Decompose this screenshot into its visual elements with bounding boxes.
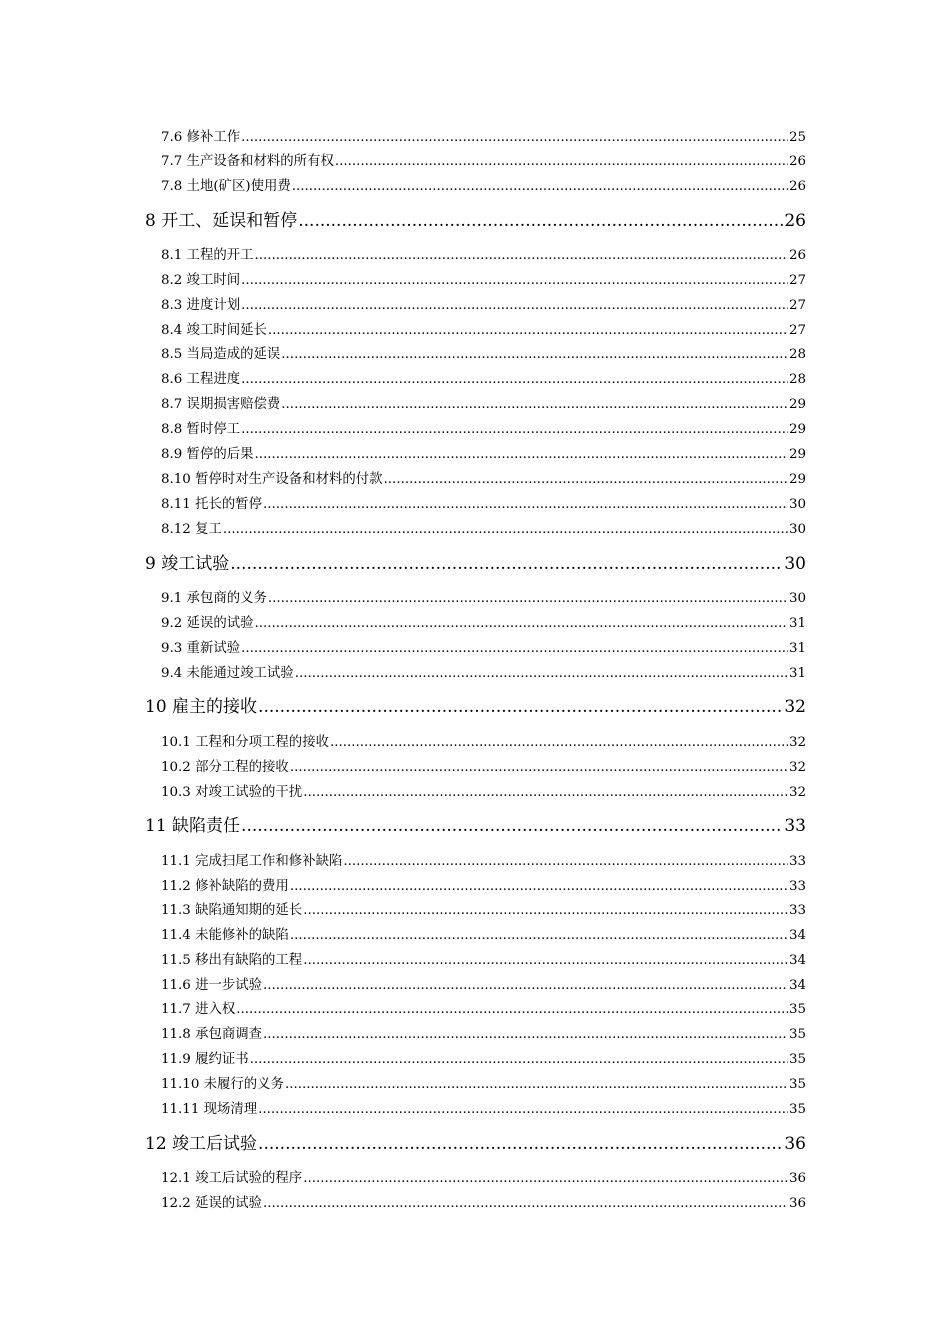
toc-page-number: 35 [788,1102,806,1117]
toc-dot-leader [236,1003,788,1016]
toc-section-entry[interactable] [161,736,806,749]
toc-page-number: 29 [788,422,806,437]
toc-page-number: 31 [788,666,806,681]
toc-entry-title: 11.6 进一步试验 [161,978,263,993]
toc-dot-leader [263,1197,788,1210]
toc-page-number: 26 [788,154,806,169]
toc-dot-leader [255,249,788,262]
toc-section-entry[interactable] [161,1078,806,1091]
toc-chapter-entry[interactable] [145,1136,806,1153]
toc-chapter-entry[interactable] [145,213,806,230]
toc-entry-title: 11.8 承包商调查 [161,1027,263,1042]
toc-page-number: 28 [788,347,806,362]
toc-dot-leader [223,523,788,536]
toc-page-number: 33 [788,903,806,918]
toc-page-number: 34 [788,928,806,943]
toc-section-entry[interactable] [161,979,806,992]
toc-page-number: 31 [788,616,806,631]
toc-dot-leader [255,617,788,630]
toc-dot-leader [268,324,788,337]
toc-section-entry[interactable] [161,880,806,893]
toc-section-entry[interactable] [161,373,806,386]
toc-section-entry[interactable] [161,498,806,511]
toc-page-number: 28 [788,372,806,387]
toc-dot-leader [303,786,788,799]
toc-dot-leader [290,761,788,774]
toc-entry-title: 10.3 对竣工试验的干扰 [161,785,303,800]
toc-section-entry[interactable] [161,274,806,287]
toc-dot-leader [281,348,788,361]
toc-page-number: 29 [788,447,806,462]
toc-dot-leader [268,592,788,605]
toc-section-entry[interactable] [161,523,806,536]
toc-entry-title: 11.5 移出有缺陷的工程 [161,953,303,968]
toc-section-entry[interactable] [161,904,806,917]
toc-entry-title: 8.2 竣工时间 [161,273,241,288]
toc-entry-title: 11.9 履约证书 [161,1052,249,1067]
toc-entry-title: 11.3 缺陷通知期的延长 [161,903,303,918]
toc-dot-leader [258,699,783,716]
toc-entry-title: 8.6 工程进度 [161,372,241,387]
toc-page-number: 30 [788,497,806,512]
toc-entry-title: 9.3 重新试验 [161,641,241,656]
toc-page-number: 31 [788,641,806,656]
toc-page-number: 35 [788,1027,806,1042]
toc-dot-leader [241,373,788,386]
toc-entry-title: 8.3 进度计划 [161,298,241,313]
toc-dot-leader [295,667,788,680]
toc-dot-leader [258,1136,783,1153]
toc-entry-title: 8.7 误期损害赔偿费 [161,397,281,412]
toc-dot-leader [335,155,788,168]
toc-entry-title: 10.2 部分工程的接收 [161,760,289,775]
toc-dot-leader [290,929,788,942]
toc-entry-title: 12 竣工后试验 [145,1134,258,1154]
toc-dot-leader [241,274,788,287]
toc-dot-leader [303,954,788,967]
toc-entry-title: 8.8 暂时停工 [161,422,241,437]
toc-entry-title: 8.5 当局造成的延误 [161,347,281,362]
toc-page-number: 33 [788,854,806,869]
toc-section-entry[interactable] [161,855,806,868]
toc-entry-title: 8.12 复工 [161,522,222,537]
toc-section-entry[interactable] [161,398,806,411]
toc-dot-leader [285,1078,788,1091]
toc-dot-leader [241,642,788,655]
toc-page-number: 26 [788,248,806,263]
toc-page-number: 26 [788,179,806,194]
toc-dot-leader [384,473,788,486]
toc-page-number: 30 [788,591,806,606]
toc-page-number: 29 [788,397,806,412]
toc-dot-leader [263,1028,788,1041]
toc-entry-title: 11.2 修补缺陷的费用 [161,879,289,894]
toc-section-entry[interactable] [161,1053,806,1066]
toc-dot-leader [303,904,788,917]
toc-page-number: 33 [788,879,806,894]
toc-section-entry[interactable] [161,786,806,799]
toc-entry-title: 9 竣工试验 [145,554,230,574]
toc-page-number: 32 [788,760,806,775]
toc-section-entry[interactable] [161,954,806,967]
toc-section-entry[interactable] [161,299,806,312]
toc-dot-leader [303,1172,788,1185]
toc-section-entry[interactable] [161,667,806,680]
toc-chapter-entry[interactable] [145,699,806,716]
toc-entry-title: 7.6 修补工作 [161,130,241,145]
toc-section-entry[interactable] [161,1103,806,1116]
toc-dot-leader [250,1053,788,1066]
toc-page-number: 36 [788,1196,806,1211]
toc-entry-title: 8.10 暂停时对生产设备和材料的付款 [161,472,383,487]
toc-dot-leader [298,213,783,230]
toc-section-entry[interactable] [161,348,806,361]
toc-entry-title: 12.1 竣工后试验的程序 [161,1171,303,1186]
toc-dot-leader [230,556,783,573]
toc-section-entry[interactable] [161,131,806,144]
toc-chapter-entry[interactable] [145,556,806,573]
toc-entry-title: 7.8 土地(矿区)使用费 [161,179,291,194]
toc-dot-leader [330,736,788,749]
toc-section-entry[interactable] [161,929,806,942]
toc-entry-title: 8.1 工程的开工 [161,248,254,263]
toc-entry-title: 8 开工、延误和暂停 [145,211,298,231]
toc-dot-leader [241,131,788,144]
toc-dot-leader [241,299,788,312]
toc-page-number: 25 [788,130,806,145]
toc-section-entry[interactable] [161,249,806,262]
toc-page-number: 33 [784,816,806,836]
toc-page-number: 29 [788,472,806,487]
toc-page-number: 27 [788,298,806,313]
toc-dot-leader [281,398,788,411]
toc-section-entry[interactable] [161,1172,806,1185]
toc-page-number: 32 [784,697,806,717]
toc-entry-title: 9.4 未能通过竣工试验 [161,666,294,681]
toc-entry-title: 8.11 托长的暂停 [161,497,263,512]
toc-dot-leader [241,818,783,835]
toc-section-entry[interactable] [161,592,806,605]
toc-entry-title: 11 缺陷责任 [145,816,241,836]
toc-entry-title: 10.1 工程和分项工程的接收 [161,735,329,750]
toc-page-number: 27 [788,273,806,288]
toc-entry-title: 11.4 未能修补的缺陷 [161,928,289,943]
toc-page-number: 27 [788,323,806,338]
toc-page-number: 30 [788,522,806,537]
toc-dot-leader [258,1103,788,1116]
toc-entry-title: 11.1 完成扫尾工作和修补缺陷 [161,854,343,869]
toc-section-entry[interactable] [161,642,806,655]
toc-entry-title: 11.10 未履行的义务 [161,1077,284,1092]
toc-page-number: 32 [788,785,806,800]
toc-page-number: 26 [784,211,806,231]
toc-dot-leader [263,979,788,992]
toc-entry-title: 8.9 暂停的后果 [161,447,254,462]
toc-page-number: 35 [788,1052,806,1067]
toc-section-entry[interactable] [161,1197,806,1210]
toc-page-number: 34 [788,953,806,968]
toc-entry-title: 10 雇主的接收 [145,697,258,717]
toc-section-entry[interactable] [161,1028,806,1041]
toc-dot-leader [255,448,788,461]
toc-chapter-entry[interactable] [145,818,806,835]
toc-section-entry[interactable] [161,155,806,168]
toc-entry-title: 11.7 进入权 [161,1002,236,1017]
toc-dot-leader [292,180,788,193]
toc-section-entry[interactable] [161,761,806,774]
toc-entry-title: 8.4 竣工时间延长 [161,323,267,338]
toc-page-number: 32 [788,735,806,750]
toc-section-entry[interactable] [161,617,806,630]
toc-page-number: 35 [788,1077,806,1092]
toc-section-entry[interactable] [161,1003,806,1016]
toc-entry-title: 9.1 承包商的义务 [161,591,267,606]
toc-section-entry[interactable] [161,423,806,436]
toc-page-number: 35 [788,1002,806,1017]
toc-dot-leader [290,880,788,893]
toc-entry-title: 7.7 生产设备和材料的所有权 [161,154,334,169]
toc-page-number: 36 [788,1171,806,1186]
toc-section-entry[interactable] [161,324,806,337]
toc-entry-title: 9.2 延误的试验 [161,616,254,631]
toc-page-number: 36 [784,1134,806,1154]
toc-page-number: 34 [788,978,806,993]
toc-entry-title: 12.2 延误的试验 [161,1196,263,1211]
toc-dot-leader [343,855,788,868]
toc-section-entry[interactable] [161,473,806,486]
toc-dot-leader [241,423,788,436]
toc-section-entry[interactable] [161,180,806,193]
toc-dot-leader [263,498,788,511]
toc-section-entry[interactable] [161,448,806,461]
toc-entry-title: 11.11 现场清理 [161,1102,258,1117]
toc-page-number: 30 [784,554,806,574]
